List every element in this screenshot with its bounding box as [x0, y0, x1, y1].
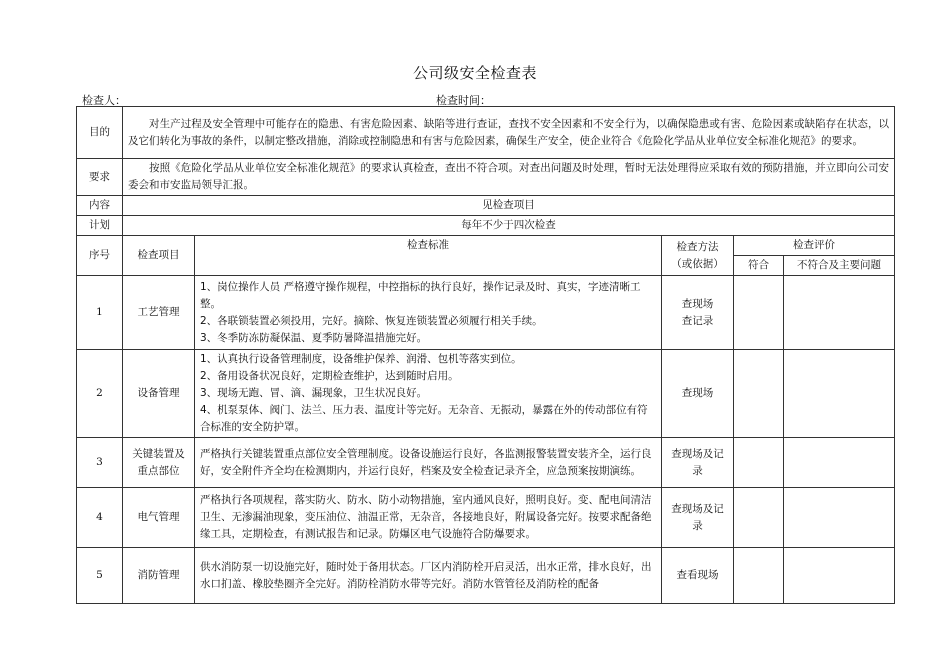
- col-eval-header: 检查评价: [734, 236, 895, 256]
- row-seq: 1: [77, 276, 123, 350]
- purpose-row: [77, 107, 895, 159]
- content-value: 见检查项目: [123, 196, 895, 216]
- row-standard: [195, 488, 662, 548]
- row-standard-line: 1、认真执行设备管理制度，设备维护保养、润滑、包机等落实到位。: [200, 353, 522, 365]
- row-item: 关键装置及重点部位: [123, 438, 195, 488]
- row-standard-line: 2、备用设备状况良好，定期检查维护，达到随时启用。: [200, 370, 459, 382]
- row-conform-cell: [734, 438, 784, 488]
- row-method: 查看现场: [662, 548, 734, 604]
- inspection-table: [76, 106, 895, 604]
- row-item: 设备管理: [123, 350, 195, 438]
- row-conform-cell: [734, 350, 784, 438]
- purpose-text: 对生产过程及安全管理中可能存在的隐患、有害危险因素、缺陷等进行查证，查找不安全因素和不安全行为，以确保隐患或有害、危险因素或缺陷存在状态，以及它们转化为事故的条件，以制定整改措施，消除或控制隐患和有害与危险因素，确保生产安全，使企业符合《危险化学品从业单位安全标准化规范》的要求。: [123, 107, 895, 159]
- content-row: [77, 196, 895, 216]
- row-standard-line: 4、机泵泵体、阀门、法兰、压力表、温度计等完好。无杂音、无振动，暴露在外的传动部位有符合标准的安全防护罩。: [200, 404, 648, 433]
- row-item: 电气管理: [123, 488, 195, 548]
- plan-row: [77, 216, 895, 236]
- requirement-label: 要求: [77, 159, 123, 196]
- col-seq-header: 序号: [77, 236, 123, 276]
- row-standard: [195, 276, 662, 350]
- table-row: [77, 350, 895, 438]
- requirement-text: 按照《危险化学品从业单位安全标准化规范》的要求认真检查，查出不符合项。对查出问题及时处理，暂时无法处理得应采取有效的预防措施，并立即向公司安委会和市安监局领导汇报。: [123, 159, 895, 196]
- col-method-header-line2: （或依据）: [671, 257, 724, 270]
- col-conform-header: 符合: [734, 256, 784, 276]
- col-standard-header: 检查标准: [195, 236, 662, 276]
- col-method-header-line1: 检查方法: [676, 240, 719, 253]
- row-seq: 4: [77, 488, 123, 548]
- row-standard-line: 严格执行各项规程，落实防火、防水、防小动物措施，室内通风良好，照明良好。变、配电间清洁卫生、无渗漏油现象，变压油位、油温正常，无杂音，各接地良好，附属设备完好。按要求配备绝缘工具，定期检查，有测试报告和记录。防爆区电气设施符合防爆要求。: [200, 494, 652, 540]
- row-method: 查现场及记录: [662, 488, 734, 548]
- row-standard: [195, 350, 662, 438]
- row-conform-cell: [734, 488, 784, 548]
- col-nonconform-header: 不符合及主要问题: [784, 256, 895, 276]
- row-standard-line: 1、岗位操作人员 严格遵守操作规程，中控指标的执行良好，操作记录及时、真实，字迹清晰工整。: [200, 280, 641, 310]
- plan-label: 计划: [77, 216, 123, 236]
- plan-value: 每年不少于四次检查: [123, 216, 895, 236]
- row-standard-line: 2、各联锁装置必须投用，完好。摘除、恢复连锁装置必须履行相关手续。: [200, 314, 543, 327]
- row-item: 工艺管理: [123, 276, 195, 350]
- column-header-row: [77, 236, 895, 256]
- inspector-label: 检查人：: [82, 94, 126, 107]
- table-row: [77, 488, 895, 548]
- row-method: 查现场 查记录: [662, 276, 734, 350]
- inspection-time-label: 检查时间：: [436, 94, 491, 107]
- row-standard: [195, 438, 662, 488]
- table-row: [77, 438, 895, 488]
- row-standard-line: 严格执行关键装置重点部位安全管理制度。设备设施运行良好，各监测报警装置安装齐全，运行良好，安全附件齐全均在检测期内，并运行良好，档案及安全检查记录齐全，应急预案按期演练。: [200, 447, 652, 477]
- row-standard: [195, 548, 662, 604]
- row-conform-cell: [734, 276, 784, 350]
- purpose-label: 目的: [77, 107, 123, 159]
- row-seq: 3: [77, 438, 123, 488]
- row-nonconform-cell: [784, 488, 895, 548]
- row-nonconform-cell: [784, 276, 895, 350]
- row-item: 消防管理: [123, 548, 195, 604]
- inspection-rows: [77, 276, 895, 604]
- row-seq: 5: [77, 548, 123, 604]
- col-item-header: 检查项目: [123, 236, 195, 276]
- row-nonconform-cell: [784, 350, 895, 438]
- table-row: [77, 548, 895, 604]
- row-nonconform-cell: [784, 548, 895, 604]
- row-seq: 2: [77, 350, 123, 438]
- col-method-header: [662, 236, 734, 276]
- table-row: [77, 276, 895, 350]
- row-nonconform-cell: [784, 438, 895, 488]
- row-method: 查现场及记录: [662, 438, 734, 488]
- row-conform-cell: [734, 548, 784, 604]
- row-standard-line: 3、冬季防冻防凝保温、夏季防暑降温措施完好。: [200, 331, 428, 344]
- content-label: 内容: [77, 196, 123, 216]
- page-title: 公司级安全检查表: [412, 64, 537, 82]
- requirement-row: [77, 159, 895, 196]
- row-standard-line: 3、现场无跑、冒、滴、漏现象，卫生状况良好。: [200, 387, 428, 399]
- row-method: 查现场: [662, 350, 734, 438]
- row-standard-line: 供水消防泵一切设施完好，随时处于备用状态。厂区内消防栓开启灵活，出水正常，排水良好，出水口扪盖、橡胶垫圈齐全完好。消防栓消防水带等完好。消防水管管径及消防栓的配备: [200, 560, 652, 590]
